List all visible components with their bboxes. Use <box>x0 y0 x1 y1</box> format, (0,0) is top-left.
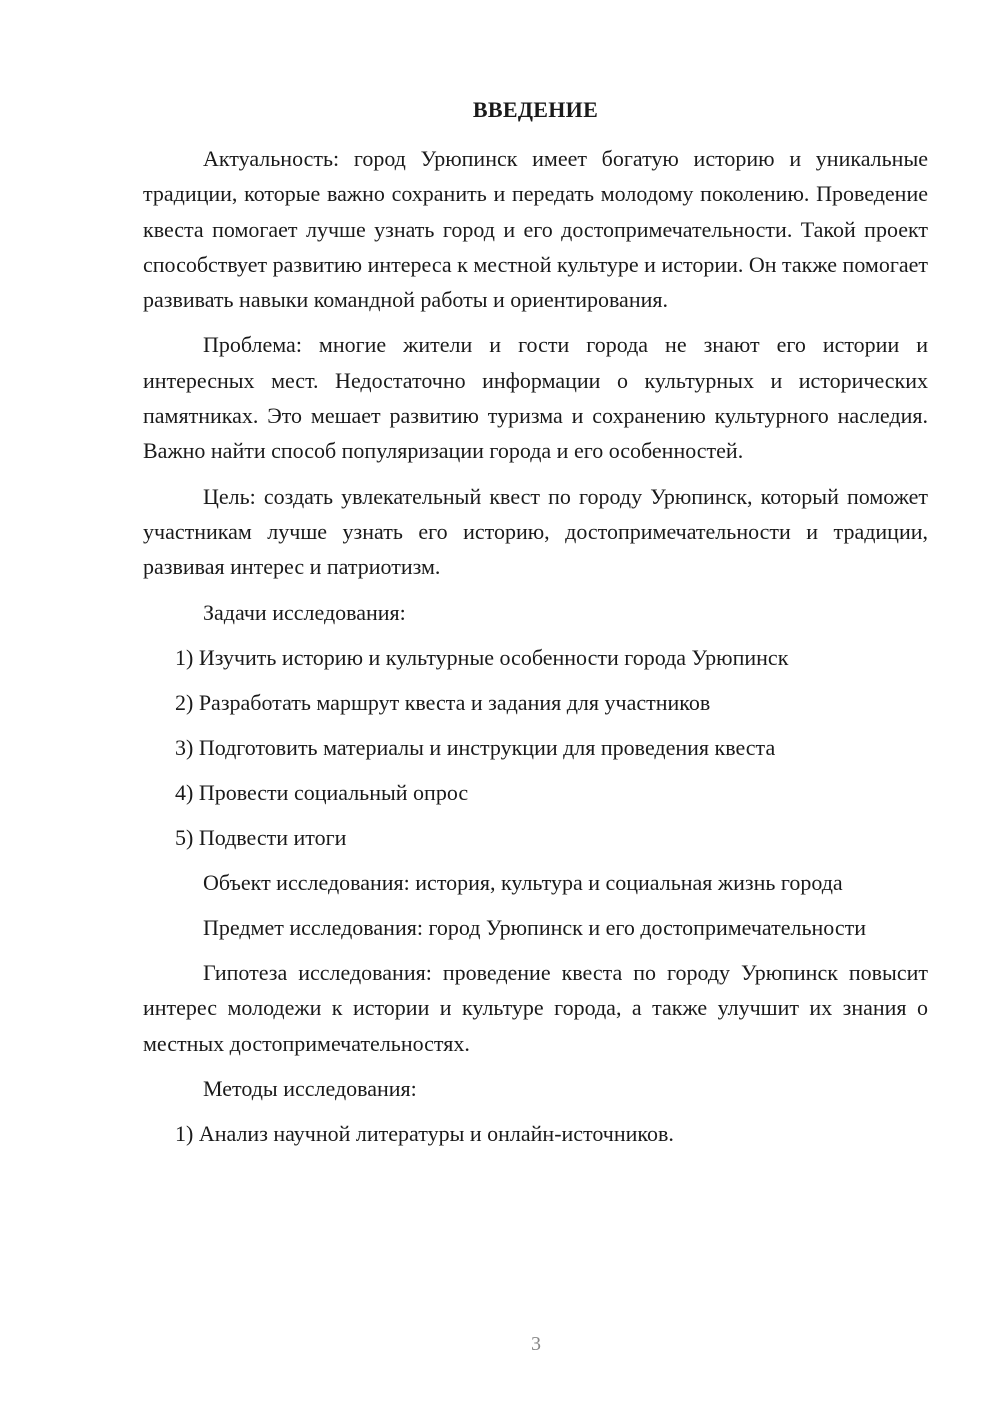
goal-paragraph: Цель: создать увлекательный квест по городу Урюпинск, который поможет участникам лучше узнать его историю, достопримечательности и традиции, развивая интерес и патриотизм. <box>143 483 928 580</box>
tasks-heading: Задачи исследования: <box>203 599 406 625</box>
task-item: 5) Подвести итоги <box>175 824 347 850</box>
subject-paragraph: Предмет исследования: город Урюпинск и его достопримечательности <box>203 914 866 940</box>
task-item: 1) Изучить историю и культурные особенности города Урюпинск <box>175 644 789 670</box>
object-paragraph: Объект исследования: история, культура и социальная жизнь города <box>203 869 843 895</box>
task-item: 3) Подготовить материалы и инструкции для проведения квеста <box>175 734 776 760</box>
task-item: 2) Разработать маршрут квеста и задания для участников <box>175 689 711 715</box>
document-page <box>143 95 928 1161</box>
relevance-paragraph: Актуальность: город Урюпинск имеет богатую историю и уникальные традиции, которые важно сохранить и передать молодому поколению. Проведение квеста помогает лучше узнать город и его достопримечательности. Такой проект способствует развитию интереса к местной культуре и истории. Он также помогает развивать навыки командной работы и ориентирования. <box>143 146 928 313</box>
methods-heading: Методы исследования: <box>203 1076 417 1102</box>
hypothesis-paragraph: Гипотеза исследования: проведение квеста по городу Урюпинск повысит интерес молодежи к истории и культуре города, а также улучшит их знания о местных достопримечательностях. <box>143 960 928 1056</box>
method-item: 1) Анализ научной литературы и онлайн-источников. <box>175 1121 674 1147</box>
problem-paragraph: Проблема: многие жители и гости города не знают его истории и интересных мест. Недостаточно информации о культурных и исторических памятниках. Это мешает развитию туризма и сохранению культурного наследия. Важно найти способ популяризации города и его особенностей. <box>143 332 928 464</box>
page-number: 3 <box>531 1333 541 1355</box>
task-item: 4) Провести социальный опрос <box>175 779 469 805</box>
section-title: ВВЕДЕНИЕ <box>472 97 599 122</box>
